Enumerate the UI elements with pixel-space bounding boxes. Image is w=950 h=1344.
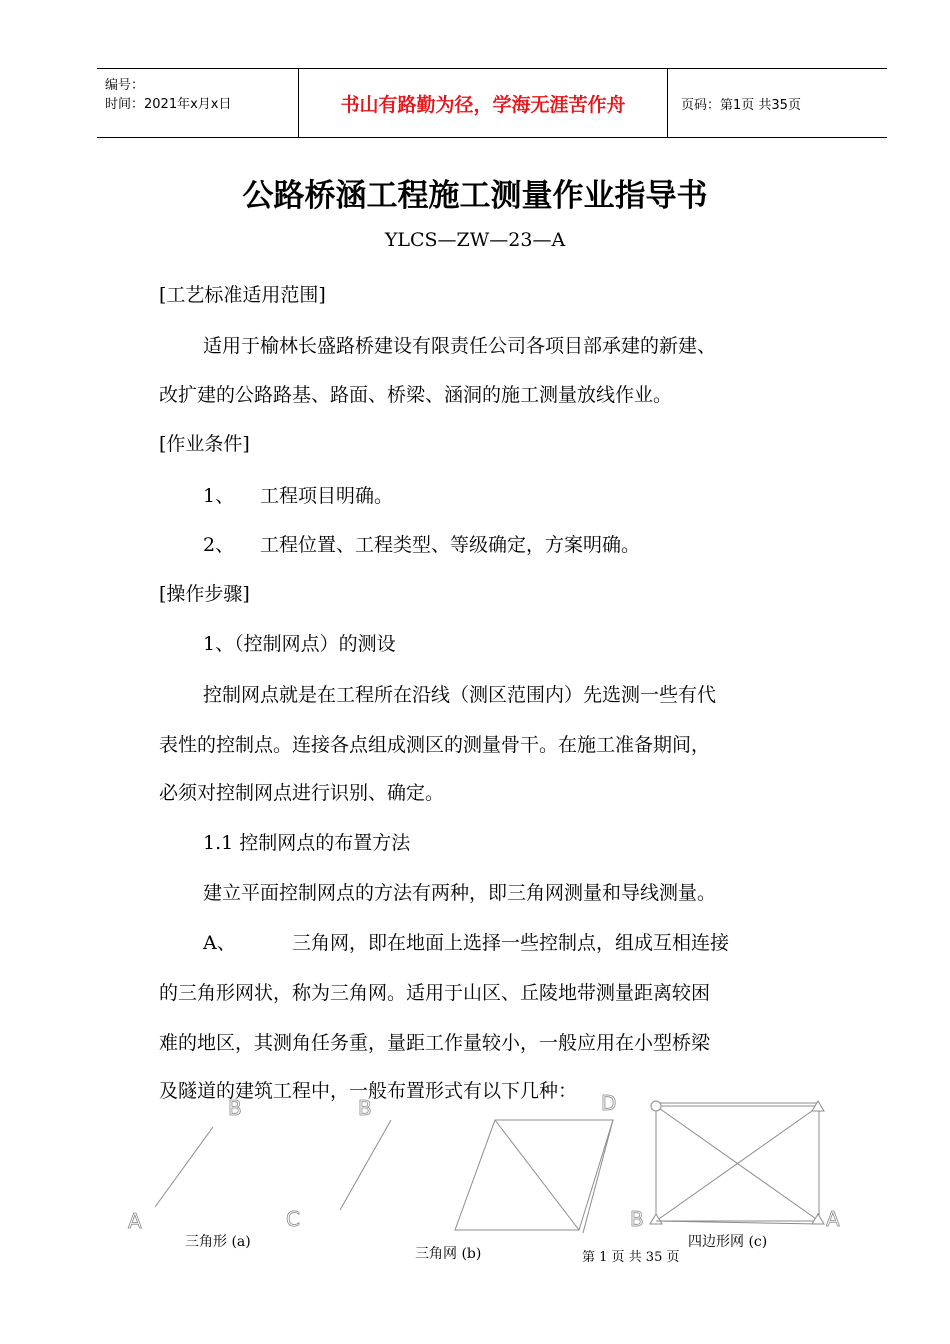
document-title: 公路桥涵工程施工测量作业指导书 (242, 178, 708, 214)
list-item-text: 工程项目明确。 (260, 485, 394, 507)
number-label: 编号： (105, 78, 145, 93)
figure-b-parallelogram (455, 1120, 613, 1230)
point-label-a: A (128, 1209, 142, 1233)
figure-a-line (155, 1127, 213, 1207)
point-marker-triangle (650, 1214, 662, 1224)
point-label-a: A (826, 1207, 840, 1231)
point-label-b: B (228, 1096, 242, 1120)
paragraph-line: 改扩建的公路路基、路面、桥梁、涵洞的施工测量放线作业。 (159, 384, 673, 406)
figure-c-caption: 四边形网 (c) (688, 1234, 768, 1250)
list-item-text: 工程位置、工程类型、等级确定，方案明确。 (260, 534, 641, 556)
paragraph-line: 必须对控制网点进行识别、确定。 (159, 782, 445, 804)
figure-b-caption: 三角网 (b) (415, 1246, 482, 1262)
point-label-b: B (630, 1207, 644, 1231)
figure-b-left-line (340, 1120, 391, 1210)
section-heading-steps: [操作步骤] (159, 583, 250, 605)
paragraph-line: 及隧道的建筑工程中，一般布置形式有以下几种： (159, 1080, 578, 1102)
point-label-c: C (286, 1207, 300, 1231)
section-heading-conditions: [作业条件] (159, 433, 250, 455)
subsection-heading: 1、（控制网点）的测设 (203, 633, 396, 655)
header-motto: 书山有路勤为径，学海无涯苦作舟 (299, 69, 668, 137)
list-item-number: 1、 (203, 485, 235, 507)
paragraph-line: 表性的控制点。连接各点组成测区的测量骨干。在施工准备期间， (159, 734, 711, 756)
paragraph-line: 控制网点就是在工程所在沿线（测区范围内）先选测一些有代 (203, 684, 717, 706)
point-marker-triangle (812, 1214, 824, 1224)
document-code: YLCS—ZW—23—A (384, 229, 566, 251)
paragraph-line: 建立平面控制网点的方法有两种，即三角网测量和导线测量。 (203, 882, 717, 904)
section-heading-scope: [工艺标准适用范围] (159, 284, 326, 306)
paragraph-line: 难的地区，其测角任务重，量距工作量较小，一般应用在小型桥梁 (159, 1032, 711, 1054)
point-label-b: B (358, 1096, 372, 1120)
figure-b-diagonal (495, 1120, 579, 1230)
figure-b-edge-shadow (583, 1120, 613, 1233)
page-footer: 第 1 页 共 35 页 (582, 1250, 680, 1265)
header-page-info: 页码：第1页 共35页 (681, 97, 801, 113)
time-label: 时间：2021年x月x日 (105, 97, 232, 112)
point-marker-circle (651, 1101, 661, 1111)
point-label-d: D (601, 1091, 617, 1115)
subsection-heading: 1.1 控制网点的布置方法 (203, 832, 411, 854)
figure-a-caption: 三角形 (a) (185, 1234, 251, 1250)
paragraph-line: 三角网，即在地面上选择一些控制点，组成互相连接 (292, 932, 730, 954)
list-item-number: A、 (203, 932, 236, 954)
list-item-number: 2、 (203, 534, 235, 556)
paragraph-line: 的三角形网状，称为三角网。适用于山区、丘陵地带测量距离较困 (159, 982, 711, 1004)
paragraph-line: 适用于榆林长盛路桥建设有限责任公司各项目部承建的新建、 (203, 335, 717, 357)
